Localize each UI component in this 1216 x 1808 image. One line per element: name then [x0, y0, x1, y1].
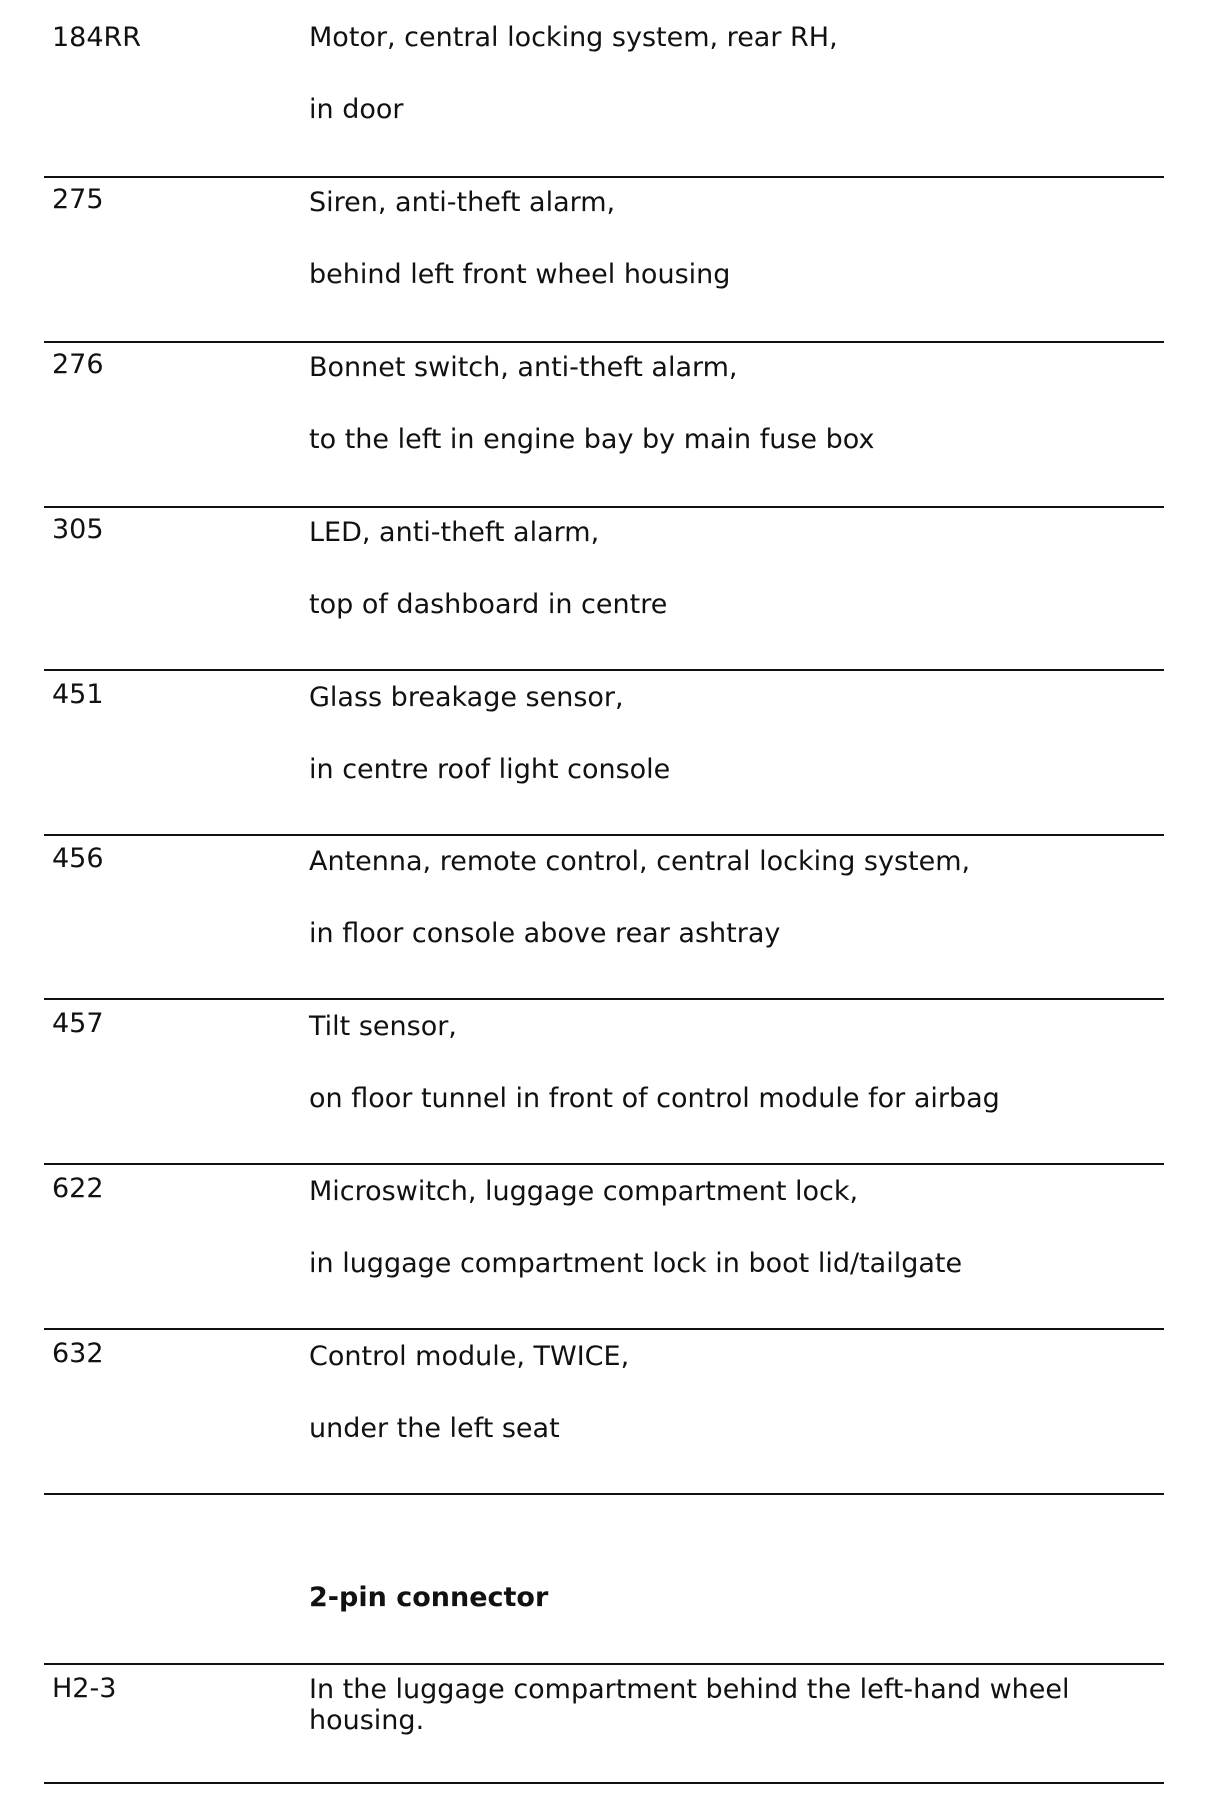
component-location: behind left front wheel housing [309, 259, 731, 290]
component-description: Motor, central locking system, rear RH, [309, 22, 838, 53]
component-code: 457 [52, 1008, 104, 1039]
component-description: Glass breakage sensor, [309, 682, 624, 713]
row-divider [44, 998, 1164, 1000]
row-divider [44, 341, 1164, 343]
row-divider [44, 176, 1164, 178]
component-description: Antenna, remote control, central locking system, [309, 846, 971, 877]
component-code: 275 [52, 184, 104, 215]
connector-location: In the luggage compartment behind the left-hand wheel housing. [309, 1674, 1070, 1736]
row-divider [44, 1782, 1164, 1784]
component-location: on floor tunnel in front of control module for airbag [309, 1083, 1000, 1114]
component-description: Bonnet switch, anti-theft alarm, [309, 352, 738, 383]
component-location: in door [309, 94, 404, 125]
component-location: under the left seat [309, 1413, 560, 1444]
component-code: 305 [52, 514, 104, 545]
component-description: Siren, anti-theft alarm, [309, 187, 616, 218]
component-code: 451 [52, 679, 104, 710]
component-description: LED, anti-theft alarm, [309, 517, 600, 548]
component-code: 632 [52, 1338, 104, 1369]
component-description: Microswitch, luggage compartment lock, [309, 1176, 859, 1207]
component-code: 456 [52, 843, 104, 874]
component-location: in luggage compartment lock in boot lid/tailgate [309, 1248, 963, 1279]
component-code: 276 [52, 349, 104, 380]
component-location: top of dashboard in centre [309, 589, 668, 620]
component-location: in floor console above rear ashtray [309, 918, 781, 949]
row-divider [44, 669, 1164, 671]
component-description: Control module, TWICE, [309, 1341, 630, 1372]
section-heading: 2-pin connector [309, 1582, 549, 1613]
component-description: Tilt sensor, [309, 1011, 457, 1042]
row-divider [44, 1328, 1164, 1330]
connector-code: H2-3 [52, 1673, 117, 1704]
component-location: in centre roof light console [309, 754, 671, 785]
row-divider [44, 506, 1164, 508]
row-divider [44, 1663, 1164, 1665]
component-code: 622 [52, 1173, 104, 1204]
component-code: 184RR [52, 22, 142, 53]
row-divider [44, 1493, 1164, 1495]
component-location: to the left in engine bay by main fuse box [309, 424, 875, 455]
row-divider [44, 834, 1164, 836]
row-divider [44, 1163, 1164, 1165]
